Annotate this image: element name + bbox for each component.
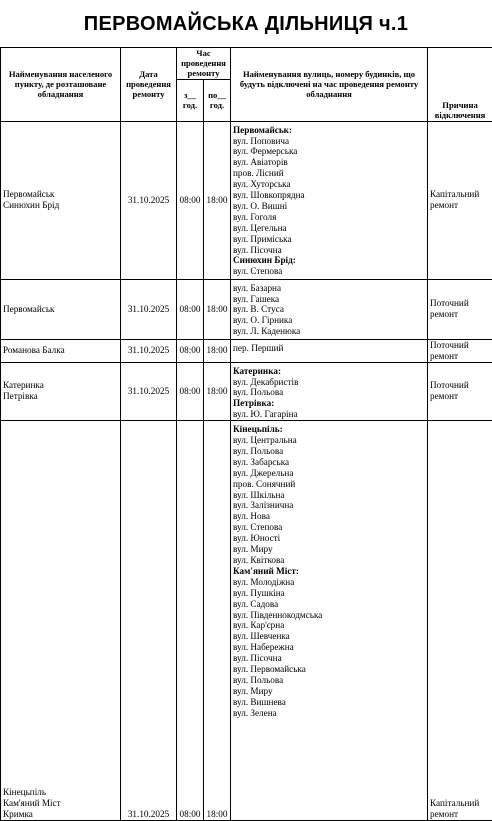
locality-heading: Катеринка: (233, 366, 425, 377)
reason-cell (428, 339, 492, 362)
table-row (1, 421, 492, 821)
street-name: вул. Вишнева (233, 697, 425, 708)
reason-text: ремонт (430, 200, 490, 211)
header-to: по__ год. (204, 79, 231, 121)
date-cell: 31.10.2025 (121, 339, 177, 362)
locality-heading: Кінецьпіль: (233, 424, 425, 435)
reason-text: Поточний (430, 380, 490, 391)
reason-text: Капітальний (430, 798, 490, 809)
settlement-cell (1, 121, 121, 279)
street-name: вул. Пісочна (233, 653, 425, 664)
street-name: пров. Сонячний (233, 479, 425, 490)
settlement-name: Романова Балка (3, 345, 118, 356)
date-cell: 31.10.2025 (121, 421, 177, 821)
table-row (1, 279, 492, 339)
street-name: вул. Нова (233, 511, 425, 522)
street-name: пров. Лісний (233, 168, 425, 179)
street-name: вул. Миру (233, 544, 425, 555)
street-name: вул. Декабристів (233, 377, 425, 388)
header-streets: Найменування вулиць, номеру будинків, що будуть відключені на час проведення ремонту обладнання (231, 48, 428, 122)
street-name: вул. Забарська (233, 457, 425, 468)
streets-cell (231, 279, 428, 339)
street-name: вул. Первомайська (233, 664, 425, 675)
reason-text: ремонт (430, 809, 490, 820)
street-name: пер. Перший (233, 343, 425, 354)
street-name: вул. Набережна (233, 642, 425, 653)
header-from: з__ год. (177, 79, 204, 121)
header-date: Дата проведення ремонту (121, 48, 177, 122)
street-name: вул. Кар'єрна (233, 620, 425, 631)
street-name: вул. Приміська (233, 234, 425, 245)
street-name: вул. Шовкопрядна (233, 190, 425, 201)
reason-text: Поточний (430, 298, 490, 309)
time-from-cell: 08:00 (177, 279, 204, 339)
street-name: вул. Молодіжна (233, 577, 425, 588)
settlement-name: Кримка (3, 809, 118, 820)
settlement-cell (1, 279, 121, 339)
settlement-name: Первомайськ (3, 304, 118, 315)
streets-cell (231, 339, 428, 362)
street-name: вул. Польова (233, 675, 425, 686)
settlement-cell (1, 421, 121, 821)
street-name: вул. Авіаторів (233, 157, 425, 168)
street-name: вул. Південнокодмська (233, 610, 425, 621)
reason-cell (428, 279, 492, 339)
reason-text: ремонт (430, 351, 490, 362)
street-name: вул. Поповича (233, 136, 425, 147)
street-name: вул. Садова (233, 599, 425, 610)
street-name: вул. Базарна (233, 283, 425, 294)
street-name: вул. Цегельна (233, 223, 425, 234)
locality-heading: Синюхин Брід: (233, 255, 425, 266)
settlement-name: Первомайськ (3, 189, 118, 200)
street-name: вул. О. Вишні (233, 201, 425, 212)
time-from-cell: 08:00 (177, 421, 204, 821)
outage-schedule-table (0, 47, 492, 821)
street-name: вул. Л. Каденюка (233, 326, 425, 337)
locality-heading: Петрівка: (233, 398, 425, 409)
street-name: вул. Шкільна (233, 490, 425, 501)
reason-text: ремонт (430, 391, 490, 402)
time-from-cell: 08:00 (177, 121, 204, 279)
street-name: вул. О. Гірника (233, 315, 425, 326)
street-name: вул. Ю. Гагаріна (233, 409, 425, 420)
streets-cell (231, 362, 428, 421)
reason-cell (428, 362, 492, 421)
street-name: вул. Гоголя (233, 212, 425, 223)
street-name: вул. Джерельна (233, 468, 425, 479)
reason-text: ремонт (430, 309, 490, 320)
reason-cell (428, 421, 492, 821)
settlement-name: Кам'яний Міст (3, 798, 118, 809)
street-name: вул. Степова (233, 266, 425, 277)
street-name: вул. Миру (233, 686, 425, 697)
table-row (1, 339, 492, 362)
street-name: вул. Пушкіна (233, 588, 425, 599)
reason-cell (428, 121, 492, 279)
settlement-name: Кінецьпіль (3, 787, 118, 798)
settlement-cell (1, 339, 121, 362)
street-name: вул. Зелена (233, 708, 425, 719)
time-from-cell: 08:00 (177, 362, 204, 421)
header-time: Час проведення ремонту (177, 48, 231, 80)
reason-text: Капітальний (430, 189, 490, 200)
settlement-name: Катеринка (3, 380, 118, 391)
table-row (1, 362, 492, 421)
street-name: вул. Польова (233, 446, 425, 457)
street-name: вул. Юності (233, 533, 425, 544)
street-name: вул. Польова (233, 387, 425, 398)
reason-text: Поточний (430, 340, 490, 351)
table-row (1, 121, 492, 279)
street-name: вул. Центральна (233, 435, 425, 446)
street-name: вул. Шевченка (233, 631, 425, 642)
date-cell: 31.10.2025 (121, 362, 177, 421)
street-name: вул. Пісочна (233, 245, 425, 256)
street-name: вул. Гашека (233, 294, 425, 305)
header-reason-spacer (428, 48, 492, 96)
street-name: вул. Хуторська (233, 179, 425, 190)
date-cell: 31.10.2025 (121, 279, 177, 339)
settlement-cell (1, 362, 121, 421)
header-reason: Причина відключення (428, 95, 492, 121)
settlement-name: Синюхин Брід (3, 200, 118, 211)
time-to-cell: 18:00 (204, 362, 231, 421)
street-name: вул. Залізнична (233, 500, 425, 511)
street-name: вул. Степова (233, 522, 425, 533)
time-from-cell: 08:00 (177, 339, 204, 362)
street-name: вул. В. Стуса (233, 304, 425, 315)
header-settlement: Найменування населеного пункту, де розташоване обладнання (1, 48, 121, 122)
settlement-name: Петрівка (3, 391, 118, 402)
streets-cell (231, 121, 428, 279)
locality-heading: Первомайськ: (233, 125, 425, 136)
street-name: вул. Квіткова (233, 555, 425, 566)
time-to-cell: 18:00 (204, 121, 231, 279)
street-name: вул. Фермерська (233, 146, 425, 157)
page-title: ПЕРВОМАЙСЬКА ДІЛЬНИЦЯ ч.1 (0, 13, 492, 36)
date-cell: 31.10.2025 (121, 121, 177, 279)
time-to-cell: 18:00 (204, 339, 231, 362)
time-to-cell: 18:00 (204, 421, 231, 821)
locality-heading: Кам'яний Міст: (233, 566, 425, 577)
time-to-cell: 18:00 (204, 279, 231, 339)
streets-cell (231, 421, 428, 821)
